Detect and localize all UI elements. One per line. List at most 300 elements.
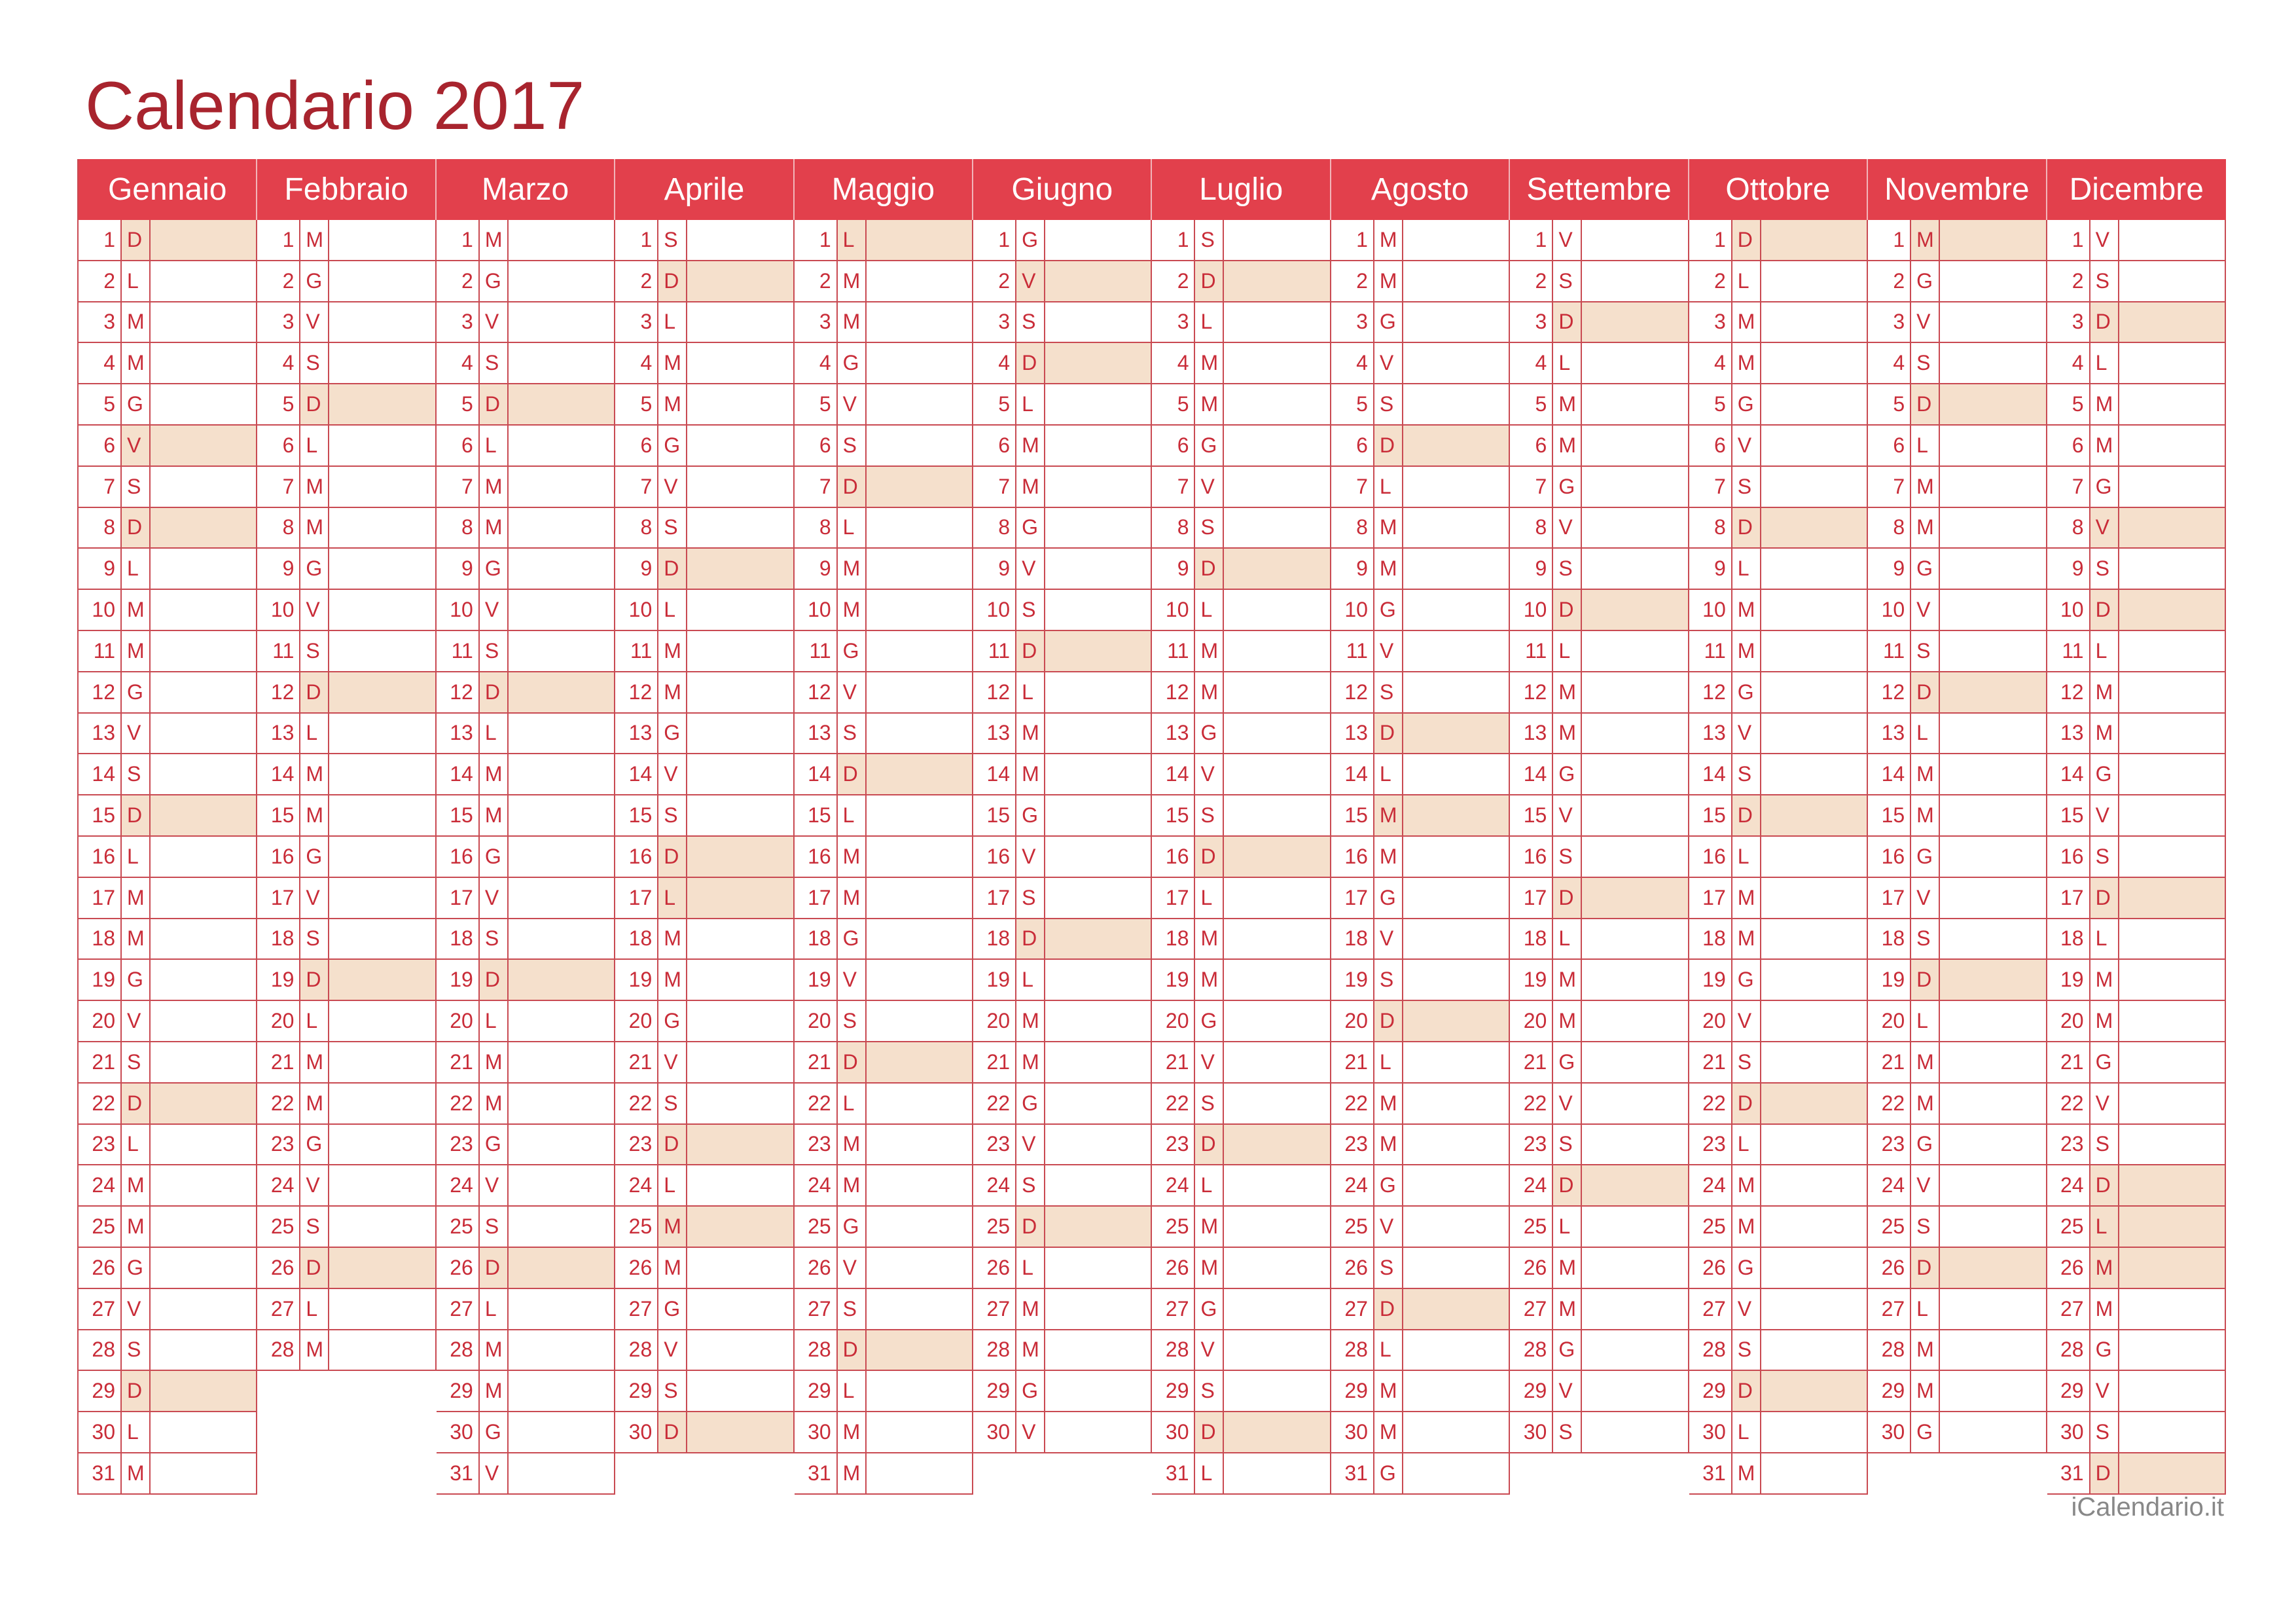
day-number: 21 <box>2047 1042 2090 1082</box>
day-number: 1 <box>79 220 122 260</box>
note-cell <box>1761 426 1867 465</box>
day-row <box>437 467 615 508</box>
weekday-letter: V <box>658 467 687 507</box>
note-cell <box>867 672 972 712</box>
weekday-letter: M <box>300 754 329 794</box>
day-row <box>1510 1412 1689 1453</box>
weekday-letter: L <box>838 1084 867 1123</box>
day-row <box>257 795 436 837</box>
day-number: 1 <box>615 220 658 260</box>
weekday-letter: M <box>480 508 509 548</box>
day-number: 21 <box>437 1042 480 1082</box>
weekday-letter: D <box>658 837 687 877</box>
weekday-letter: L <box>122 837 151 877</box>
note-cell <box>1403 754 1509 794</box>
day-number: 12 <box>437 672 480 712</box>
day-number: 6 <box>437 426 480 465</box>
note-cell <box>2119 672 2225 712</box>
note-cell <box>151 467 256 507</box>
day-number: 3 <box>615 302 658 342</box>
day-row <box>1868 878 2047 919</box>
day-number: 13 <box>437 714 480 754</box>
day-row <box>795 549 973 590</box>
note-cell <box>1582 1084 1687 1123</box>
note-cell <box>151 631 256 671</box>
day-number: 7 <box>1510 467 1553 507</box>
day-number: 7 <box>257 467 300 507</box>
weekday-letter: M <box>1016 1042 1045 1082</box>
note-cell <box>151 426 256 465</box>
weekday-letter: L <box>480 1289 509 1329</box>
day-row <box>1510 426 1689 467</box>
day-row <box>615 1125 794 1166</box>
weekday-letter: S <box>122 754 151 794</box>
day-row <box>79 384 257 426</box>
day-row <box>257 220 436 261</box>
note-cell <box>1045 1165 1151 1205</box>
note-cell <box>1940 261 2045 301</box>
day-row <box>615 631 794 672</box>
day-row <box>795 837 973 878</box>
day-number: 24 <box>2047 1165 2090 1205</box>
day-row <box>1868 549 2047 590</box>
note-cell <box>1224 549 1329 589</box>
day-number: 13 <box>79 714 122 754</box>
weekday-letter: M <box>838 878 867 918</box>
note-cell <box>1403 1412 1509 1452</box>
weekday-letter: G <box>480 261 509 301</box>
day-number: 17 <box>1510 878 1553 918</box>
weekday-letter: L <box>2090 919 2119 959</box>
weekday-letter: D <box>1195 1125 1224 1165</box>
weekday-letter: G <box>1732 1248 1761 1288</box>
day-row <box>795 1207 973 1248</box>
note-cell <box>1761 1165 1867 1205</box>
day-number: 20 <box>1510 1001 1553 1041</box>
note-cell <box>2119 508 2225 548</box>
note-cell <box>1940 426 2045 465</box>
weekday-letter: V <box>658 1042 687 1082</box>
weekday-letter: D <box>480 384 509 424</box>
day-row <box>1689 1084 1868 1125</box>
day-number: 27 <box>2047 1289 2090 1329</box>
day-row <box>1510 590 1689 631</box>
day-row <box>437 1165 615 1207</box>
day-number: 23 <box>973 1125 1016 1165</box>
day-row <box>1510 1001 1689 1042</box>
note-cell <box>867 1289 972 1329</box>
weekday-letter: S <box>1195 220 1224 260</box>
day-row <box>79 714 257 755</box>
day-number: 24 <box>1868 1165 1911 1205</box>
day-number: 30 <box>2047 1412 2090 1452</box>
weekday-letter: D <box>1911 384 1940 424</box>
weekday-letter: G <box>1553 1042 1582 1082</box>
day-number: 2 <box>1152 261 1195 301</box>
note-cell <box>1045 714 1151 754</box>
day-number: 28 <box>1510 1330 1553 1370</box>
weekday-letter: M <box>1195 672 1224 712</box>
day-row <box>2047 1001 2226 1042</box>
day-number: 28 <box>795 1330 838 1370</box>
weekday-letter: V <box>2090 1371 2119 1411</box>
note-cell <box>1761 631 1867 671</box>
weekday-letter: M <box>658 960 687 1000</box>
day-number: 1 <box>2047 220 2090 260</box>
day-number: 6 <box>1331 426 1374 465</box>
weekday-letter: S <box>1911 631 1940 671</box>
weekday-letter: M <box>300 508 329 548</box>
day-row <box>257 754 436 795</box>
day-number: 2 <box>795 261 838 301</box>
day-number: 14 <box>1331 754 1374 794</box>
day-row <box>795 343 973 384</box>
day-row <box>2047 672 2226 714</box>
note-cell <box>1403 1371 1509 1411</box>
weekday-letter: S <box>658 1371 687 1411</box>
note-cell <box>1045 1042 1151 1082</box>
weekday-letter: S <box>2090 261 2119 301</box>
day-number: 22 <box>437 1084 480 1123</box>
day-number: 4 <box>437 343 480 383</box>
day-number: 17 <box>973 878 1016 918</box>
note-cell <box>1582 754 1687 794</box>
day-row <box>1331 261 1510 302</box>
weekday-letter: S <box>122 467 151 507</box>
day-row <box>795 1084 973 1125</box>
day-row <box>1868 1001 2047 1042</box>
day-number: 13 <box>795 714 838 754</box>
day-row <box>795 919 973 960</box>
note-cell <box>329 631 435 671</box>
day-number: 27 <box>615 1289 658 1329</box>
note-cell <box>1582 302 1687 342</box>
note-cell <box>867 919 972 959</box>
day-number: 8 <box>257 508 300 548</box>
day-number: 18 <box>1331 919 1374 959</box>
day-row <box>1152 1207 1331 1248</box>
weekday-letter: G <box>1374 302 1403 342</box>
day-row <box>1868 590 2047 631</box>
day-number: 3 <box>1689 302 1732 342</box>
day-row <box>2047 384 2226 426</box>
day-row <box>1868 1125 2047 1166</box>
day-number: 24 <box>615 1165 658 1205</box>
day-row <box>795 1289 973 1330</box>
day-row <box>1331 1084 1510 1125</box>
note-cell <box>329 837 435 877</box>
day-row <box>1152 1371 1331 1412</box>
note-cell <box>1761 1042 1867 1082</box>
note-cell <box>1582 549 1687 589</box>
day-number: 26 <box>79 1248 122 1288</box>
day-number: 15 <box>615 795 658 835</box>
weekday-letter: G <box>122 960 151 1000</box>
weekday-letter: M <box>1374 837 1403 877</box>
day-number: 30 <box>1510 1412 1553 1452</box>
note-cell <box>687 1165 793 1205</box>
weekday-letter: G <box>838 343 867 383</box>
day-row <box>615 302 794 344</box>
weekday-letter: M <box>300 1042 329 1082</box>
day-number: 12 <box>1510 672 1553 712</box>
weekday-letter: M <box>1732 343 1761 383</box>
note-cell <box>1582 1371 1687 1411</box>
note-cell <box>867 1330 972 1370</box>
day-number: 28 <box>1689 1330 1732 1370</box>
day-number: 2 <box>1510 261 1553 301</box>
day-number: 6 <box>1868 426 1911 465</box>
day-row <box>1868 467 2047 508</box>
note-cell <box>509 960 614 1000</box>
weekday-letter: M <box>480 467 509 507</box>
day-row <box>1510 384 1689 426</box>
month-header: Agosto <box>1331 159 1510 220</box>
weekday-letter: L <box>1553 343 1582 383</box>
day-row <box>973 672 1152 714</box>
day-row <box>437 220 615 261</box>
weekday-letter: M <box>658 384 687 424</box>
note-cell <box>1940 1084 2045 1123</box>
note-cell <box>2119 1453 2225 1493</box>
weekday-letter: D <box>1553 590 1582 630</box>
day-number: 17 <box>1152 878 1195 918</box>
day-number: 1 <box>1510 220 1553 260</box>
note-cell <box>1403 220 1509 260</box>
day-row <box>1689 590 1868 631</box>
day-row <box>1868 960 2047 1001</box>
day-number: 15 <box>1331 795 1374 835</box>
day-number: 13 <box>615 714 658 754</box>
weekday-letter: M <box>1911 1042 1940 1082</box>
note-cell <box>2119 302 2225 342</box>
weekday-letter: G <box>1374 878 1403 918</box>
day-row <box>2047 754 2226 795</box>
note-cell <box>867 261 972 301</box>
day-row <box>973 590 1152 631</box>
day-row <box>437 672 615 714</box>
day-row <box>2047 1453 2226 1495</box>
note-cell <box>1045 426 1151 465</box>
day-row <box>1510 1248 1689 1289</box>
weekday-letter: G <box>1911 261 1940 301</box>
weekday-letter: V <box>122 1001 151 1041</box>
day-number: 9 <box>1689 549 1732 589</box>
weekday-letter: M <box>838 590 867 630</box>
note-cell <box>1224 714 1329 754</box>
weekday-letter: M <box>1553 960 1582 1000</box>
note-cell <box>509 384 614 424</box>
day-number: 3 <box>437 302 480 342</box>
day-row <box>2047 590 2226 631</box>
day-number: 9 <box>973 549 1016 589</box>
day-row <box>1331 1001 1510 1042</box>
day-number: 2 <box>973 261 1016 301</box>
weekday-letter: M <box>122 1165 151 1205</box>
weekday-letter: V <box>122 426 151 465</box>
weekday-letter: V <box>1374 343 1403 383</box>
weekday-letter: S <box>1911 1207 1940 1247</box>
day-row <box>973 220 1152 261</box>
weekday-letter: G <box>658 1001 687 1041</box>
day-number: 25 <box>79 1207 122 1247</box>
day-number: 9 <box>1331 549 1374 589</box>
day-number: 29 <box>2047 1371 2090 1411</box>
note-cell <box>867 220 972 260</box>
note-cell <box>1940 1289 2045 1329</box>
day-row <box>1152 467 1331 508</box>
day-number: 21 <box>257 1042 300 1082</box>
weekday-letter: V <box>1553 1084 1582 1123</box>
weekday-letter: M <box>122 1453 151 1493</box>
day-number: 12 <box>1152 672 1195 712</box>
note-cell <box>509 508 614 548</box>
weekday-letter: D <box>1374 1001 1403 1041</box>
note-cell <box>1582 672 1687 712</box>
day-row <box>2047 631 2226 672</box>
weekday-letter: L <box>838 795 867 835</box>
day-row <box>437 960 615 1001</box>
note-cell <box>1224 302 1329 342</box>
day-number: 20 <box>1152 1001 1195 1041</box>
note-cell <box>1940 960 2045 1000</box>
day-number: 14 <box>79 754 122 794</box>
day-number: 3 <box>79 302 122 342</box>
weekday-letter: L <box>1016 384 1045 424</box>
note-cell <box>1761 1412 1867 1452</box>
day-number: 8 <box>79 508 122 548</box>
note-cell <box>151 960 256 1000</box>
weekday-letter: M <box>1732 1165 1761 1205</box>
day-row <box>1152 795 1331 837</box>
note-cell <box>509 1453 614 1493</box>
note-cell <box>2119 960 2225 1000</box>
day-number: 17 <box>1331 878 1374 918</box>
day-row <box>615 1084 794 1125</box>
day-number: 10 <box>1510 590 1553 630</box>
day-number: 12 <box>1689 672 1732 712</box>
weekday-letter: S <box>658 1084 687 1123</box>
day-number: 3 <box>257 302 300 342</box>
weekday-letter: D <box>122 1371 151 1411</box>
note-cell <box>687 1207 793 1247</box>
note-cell <box>1224 919 1329 959</box>
note-cell <box>867 1248 972 1288</box>
weekday-letter: L <box>1195 1165 1224 1205</box>
day-number: 1 <box>1152 220 1195 260</box>
day-number: 25 <box>1510 1207 1553 1247</box>
day-number: 3 <box>1152 302 1195 342</box>
day-number: 25 <box>1152 1207 1195 1247</box>
day-row <box>79 795 257 837</box>
day-number: 12 <box>1331 672 1374 712</box>
note-cell <box>1761 754 1867 794</box>
day-row <box>615 1371 794 1412</box>
day-number: 23 <box>79 1125 122 1165</box>
day-number: 23 <box>1868 1125 1911 1165</box>
day-row <box>795 1371 973 1412</box>
day-row <box>1510 302 1689 344</box>
day-row <box>615 714 794 755</box>
day-number: 7 <box>1689 467 1732 507</box>
day-number: 10 <box>257 590 300 630</box>
note-cell <box>1761 1453 1867 1493</box>
note-cell <box>1761 960 1867 1000</box>
note-cell <box>2119 1165 2225 1205</box>
note-cell <box>509 1248 614 1288</box>
day-number: 25 <box>2047 1207 2090 1247</box>
note-cell <box>329 343 435 383</box>
day-number: 27 <box>973 1289 1016 1329</box>
day-row <box>437 1084 615 1125</box>
weekday-letter: M <box>1911 1330 1940 1370</box>
note-cell <box>509 426 614 465</box>
note-cell <box>1940 384 2045 424</box>
day-number: 7 <box>795 467 838 507</box>
day-row <box>1152 837 1331 878</box>
note-cell <box>1582 467 1687 507</box>
day-row <box>79 1125 257 1166</box>
note-cell <box>509 261 614 301</box>
day-number: 5 <box>437 384 480 424</box>
note-cell <box>509 795 614 835</box>
day-number: 18 <box>257 919 300 959</box>
weekday-letter: L <box>658 302 687 342</box>
day-row <box>2047 1330 2226 1372</box>
weekday-letter: G <box>658 714 687 754</box>
day-row <box>257 467 436 508</box>
day-row <box>1689 714 1868 755</box>
weekday-letter: M <box>480 1042 509 1082</box>
day-row <box>973 1165 1152 1207</box>
day-number: 1 <box>257 220 300 260</box>
day-row <box>795 1412 973 1453</box>
note-cell <box>509 919 614 959</box>
note-cell <box>151 878 256 918</box>
weekday-letter: L <box>480 426 509 465</box>
weekday-letter: D <box>2090 1165 2119 1205</box>
day-row <box>2047 919 2226 960</box>
day-number: 5 <box>615 384 658 424</box>
note-cell <box>1582 1165 1687 1205</box>
weekday-letter: L <box>658 1165 687 1205</box>
day-number: 31 <box>795 1453 838 1493</box>
note-cell <box>509 467 614 507</box>
day-row <box>1868 220 2047 261</box>
note-cell <box>1045 220 1151 260</box>
note-cell <box>151 1453 256 1493</box>
weekday-letter: G <box>1553 467 1582 507</box>
day-row <box>1510 1042 1689 1084</box>
weekday-letter: M <box>1732 590 1761 630</box>
day-row <box>437 1330 615 1372</box>
day-row <box>257 1084 436 1125</box>
note-cell <box>1761 1371 1867 1411</box>
day-number: 17 <box>615 878 658 918</box>
note-cell <box>151 795 256 835</box>
weekday-letter: G <box>1016 795 1045 835</box>
day-number: 6 <box>79 426 122 465</box>
day-row <box>1331 1165 1510 1207</box>
weekday-letter: D <box>480 1248 509 1288</box>
day-number: 14 <box>257 754 300 794</box>
day-number: 7 <box>615 467 658 507</box>
weekday-letter: G <box>1374 1453 1403 1493</box>
day-row <box>1152 426 1331 467</box>
day-number: 29 <box>795 1371 838 1411</box>
weekday-letter: M <box>480 795 509 835</box>
day-number: 25 <box>1868 1207 1911 1247</box>
